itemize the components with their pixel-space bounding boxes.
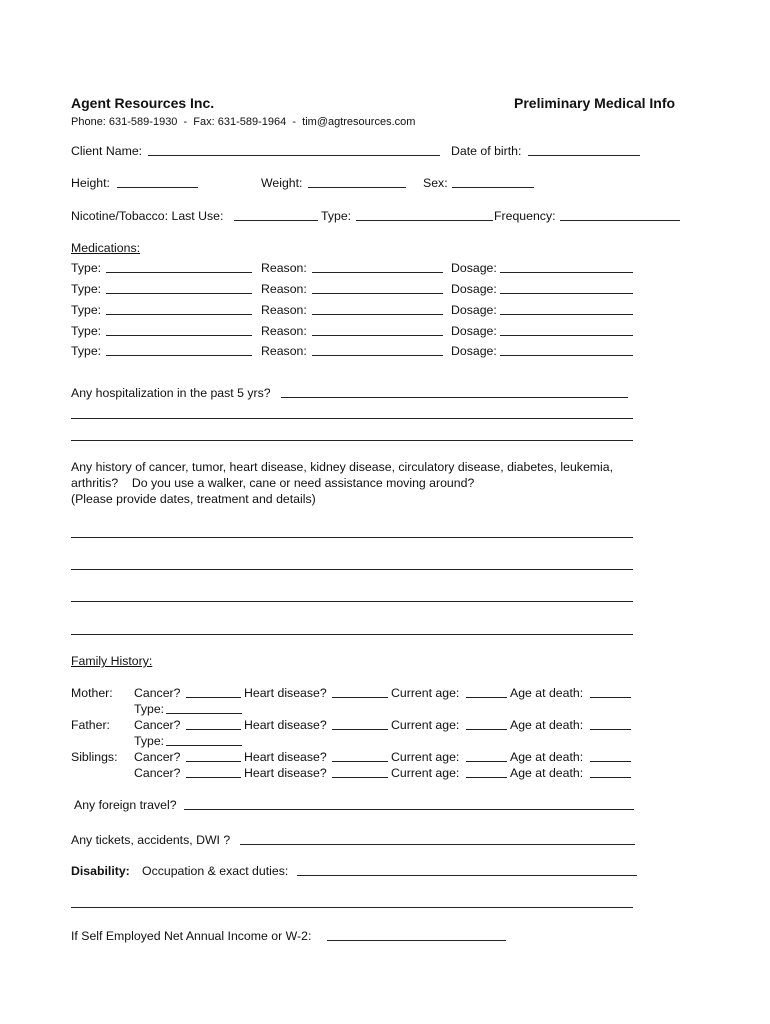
hospitalization-field-1[interactable] [281, 397, 628, 398]
med-type-label-3: Type: [71, 303, 102, 317]
family-history-heading: Family History: [71, 654, 153, 668]
med-type-field-3[interactable] [106, 314, 252, 315]
mother-current-age-label: Current age: [391, 686, 460, 700]
sibling2-cancer-label: Cancer? [134, 766, 181, 780]
sibling2-current-age-field[interactable] [466, 777, 507, 778]
history-question-line2: arthritis? Do you use a walker, cane or need assistance moving around? [71, 476, 475, 490]
sibling1-cancer-field[interactable] [186, 761, 241, 762]
med-type-label-5: Type: [71, 344, 102, 358]
sex-field[interactable] [452, 187, 534, 188]
disability-label: Disability: [71, 864, 130, 878]
foreign-travel-label: Any foreign travel? [74, 798, 177, 812]
mother-label: Mother: [71, 686, 113, 700]
mother-type-label: Type: [134, 702, 165, 716]
med-dosage-field-2[interactable] [500, 293, 633, 294]
client-name-field[interactable] [148, 155, 440, 156]
med-reason-field-4[interactable] [312, 335, 443, 336]
med-type-field-5[interactable] [106, 355, 252, 356]
father-current-age-label: Current age: [391, 718, 460, 732]
sibling2-heart-label: Heart disease? [244, 766, 327, 780]
med-dosage-field-5[interactable] [500, 355, 633, 356]
income-field[interactable] [327, 940, 506, 941]
medications-heading: Medications: [71, 241, 141, 255]
med-reason-field-1[interactable] [312, 272, 443, 273]
father-type-label: Type: [134, 734, 165, 748]
med-reason-field-3[interactable] [312, 314, 443, 315]
height-label: Height: [71, 176, 110, 190]
sibling1-current-age-field[interactable] [466, 761, 507, 762]
med-type-label-1: Type: [71, 261, 102, 275]
mother-heart-field[interactable] [332, 697, 388, 698]
sibling1-heart-field[interactable] [332, 761, 388, 762]
med-reason-label-3: Reason: [261, 303, 307, 317]
father-type-field[interactable] [166, 745, 242, 746]
weight-field[interactable] [308, 187, 406, 188]
sibling2-current-age-label: Current age: [391, 766, 460, 780]
med-reason-label-4: Reason: [261, 324, 307, 338]
company-name: Agent Resources Inc. [71, 95, 215, 111]
mother-age-death-label: Age at death: [510, 686, 584, 700]
nicotine-label: Nicotine/Tobacco: Last Use: [71, 209, 224, 223]
sibling1-cancer-label: Cancer? [134, 750, 181, 764]
med-dosage-label-5: Dosage: [451, 344, 497, 358]
father-age-death-label: Age at death: [510, 718, 584, 732]
med-type-field-2[interactable] [106, 293, 252, 294]
sex-label: Sex: [423, 176, 448, 190]
med-dosage-label-4: Dosage: [451, 324, 497, 338]
med-type-field-1[interactable] [106, 272, 252, 273]
med-reason-label-1: Reason: [261, 261, 307, 275]
med-reason-field-2[interactable] [312, 293, 443, 294]
tickets-field[interactable] [240, 844, 635, 845]
med-reason-field-5[interactable] [312, 355, 443, 356]
foreign-travel-field[interactable] [184, 809, 634, 810]
father-heart-field[interactable] [332, 729, 388, 730]
frequency-label: Frequency: [494, 209, 556, 223]
mother-cancer-field[interactable] [186, 697, 241, 698]
history-field-4[interactable] [71, 634, 633, 635]
sibling2-cancer-field[interactable] [186, 777, 241, 778]
father-current-age-field[interactable] [466, 729, 507, 730]
hospitalization-field-3[interactable] [71, 440, 633, 441]
sibling1-heart-label: Heart disease? [244, 750, 327, 764]
mother-age-death-field[interactable] [590, 697, 631, 698]
med-type-field-4[interactable] [106, 335, 252, 336]
nicotine-type-field[interactable] [356, 220, 493, 221]
occupation-field-2[interactable] [71, 907, 633, 908]
mother-type-field[interactable] [166, 713, 242, 714]
med-dosage-label-3: Dosage: [451, 303, 497, 317]
dob-label: Date of birth: [451, 144, 522, 158]
father-cancer-label: Cancer? [134, 718, 181, 732]
med-dosage-label-1: Dosage: [451, 261, 497, 275]
nicotine-last-use-field[interactable] [234, 220, 318, 221]
father-age-death-field[interactable] [590, 729, 631, 730]
tickets-label: Any tickets, accidents, DWI ? [71, 833, 231, 847]
nicotine-type-label: Type: [321, 209, 352, 223]
med-reason-label-2: Reason: [261, 282, 307, 296]
father-heart-label: Heart disease? [244, 718, 327, 732]
occupation-field[interactable] [297, 875, 637, 876]
history-field-3[interactable] [71, 601, 633, 602]
weight-label: Weight: [261, 176, 303, 190]
siblings-label: Siblings: [71, 750, 118, 764]
med-reason-label-5: Reason: [261, 344, 307, 358]
history-question-line3: (Please provide dates, treatment and details) [71, 492, 316, 506]
father-label: Father: [71, 718, 110, 732]
sibling2-age-death-field[interactable] [590, 777, 631, 778]
med-dosage-label-2: Dosage: [451, 282, 497, 296]
history-question-line1: Any history of cancer, tumor, heart disease, kidney disease, circulatory disease, diabetes, leukemia, [71, 460, 614, 474]
hospitalization-field-2[interactable] [71, 418, 633, 419]
history-field-1[interactable] [71, 537, 633, 538]
mother-cancer-label: Cancer? [134, 686, 181, 700]
med-type-label-2: Type: [71, 282, 102, 296]
med-dosage-field-3[interactable] [500, 314, 633, 315]
mother-heart-label: Heart disease? [244, 686, 327, 700]
mother-current-age-field[interactable] [466, 697, 507, 698]
med-dosage-field-4[interactable] [500, 335, 633, 336]
sibling2-heart-field[interactable] [332, 777, 388, 778]
contact-line: Phone: 631-589-1930 - Fax: 631-589-1964 - tim@agtresources.com [71, 116, 416, 128]
med-type-label-4: Type: [71, 324, 102, 338]
sibling1-current-age-label: Current age: [391, 750, 460, 764]
father-cancer-field[interactable] [186, 729, 241, 730]
history-field-2[interactable] [71, 569, 633, 570]
sibling2-age-death-label: Age at death: [510, 766, 584, 780]
form-title: Preliminary Medical Info [514, 95, 676, 111]
occupation-label: Occupation & exact duties: [142, 864, 289, 878]
med-dosage-field-1[interactable] [500, 272, 633, 273]
hospitalization-question: Any hospitalization in the past 5 yrs? [71, 386, 271, 400]
dob-field[interactable] [528, 155, 640, 156]
sibling1-age-death-label: Age at death: [510, 750, 584, 764]
sibling1-age-death-field[interactable] [590, 761, 631, 762]
income-label: If Self Employed Net Annual Income or W-2: [71, 929, 312, 943]
height-field[interactable] [117, 187, 198, 188]
client-name-label: Client Name: [71, 144, 143, 158]
frequency-field[interactable] [560, 220, 680, 221]
